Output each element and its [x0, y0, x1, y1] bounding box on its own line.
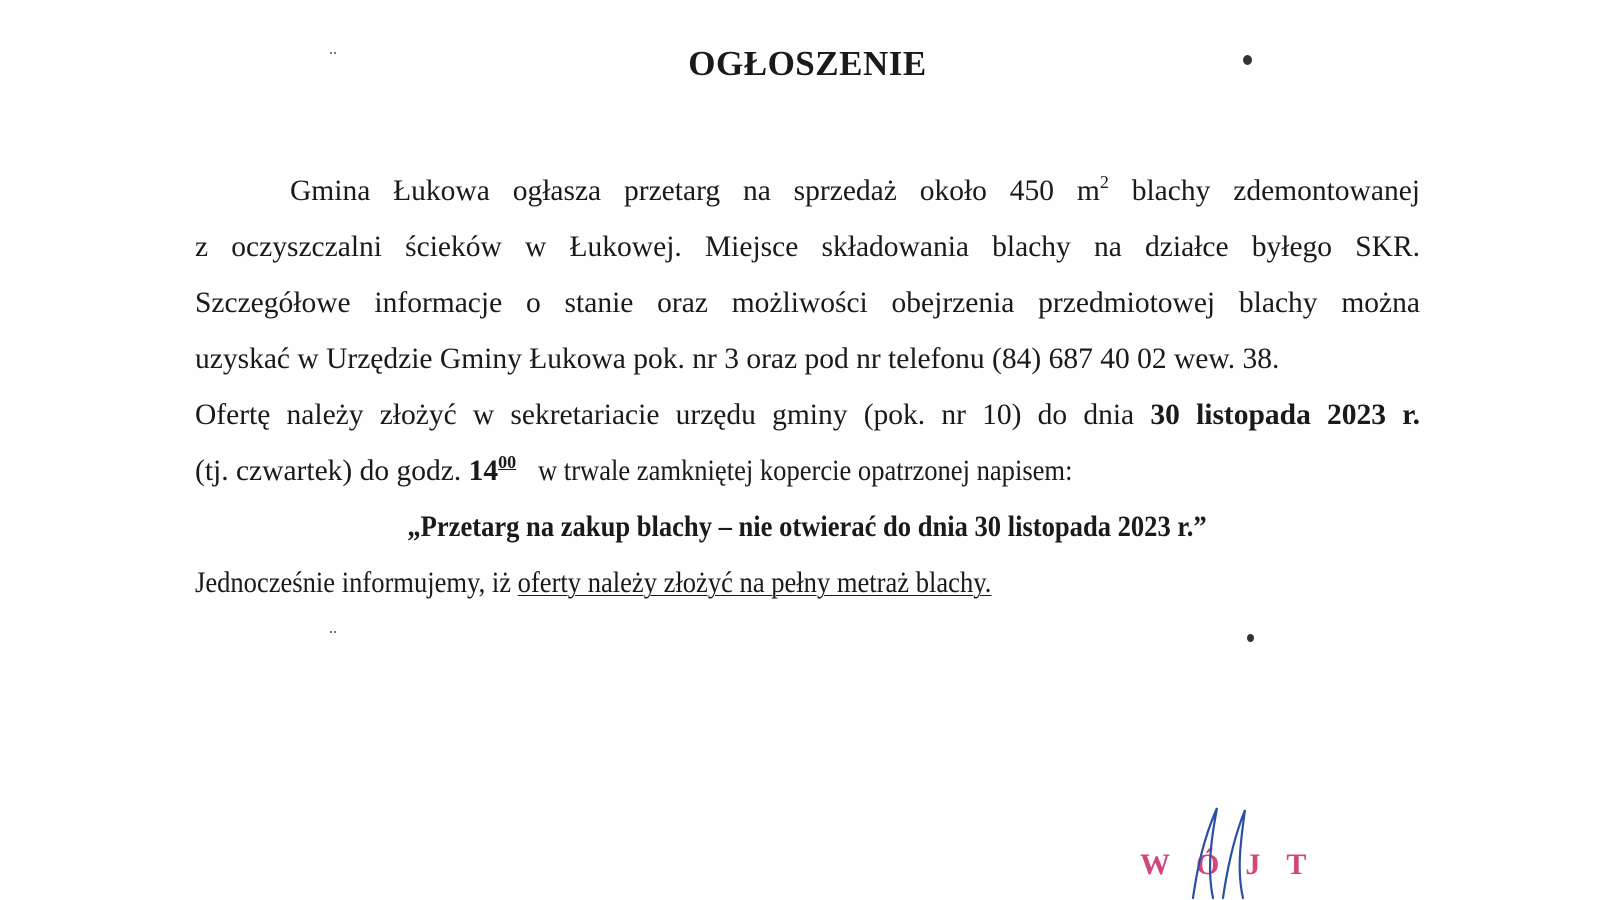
closing-text: Jednocześnie informujemy, iż: [195, 567, 518, 599]
body-line-5-text: Ofertę należy złożyć w sekretariacie urzędu gminy (pok. nr 10) do dnia: [195, 399, 1151, 431]
scan-speck: [330, 631, 332, 633]
quote-line: [195, 499, 1420, 555]
body-line-6-text: (tj. czwartek) do godz.: [195, 455, 469, 487]
body-line-5: [195, 387, 1420, 443]
signature-mark: [1145, 800, 1265, 900]
body-line-2: z oczyszczalni ścieków w Łukowej. Miejsce składowania blachy na działce byłego SKR.: [195, 231, 1420, 263]
closing-line: [195, 555, 1420, 611]
closing-wrapper: [195, 555, 991, 611]
body-line-1-end: blachy zdemontowanej: [1108, 175, 1420, 207]
official-stamp: [1125, 800, 1333, 900]
body-line-1: [195, 163, 1420, 219]
punch-mark: [1247, 634, 1254, 642]
announcement-body: [195, 163, 1420, 611]
body-line-6: [195, 443, 1420, 499]
body-line-4: uzyskać w Urzędzie Gminy Łukowa pok. nr 3 oraz pod nr telefonu (84) 687 40 02 wew. 38.: [195, 343, 1280, 375]
square-superscript: 2: [1099, 172, 1109, 192]
envelope-inscription: „Przetarg na zakup blachy – nie otwierać do dnia 30 listopada 2023 r.”: [407, 511, 1208, 543]
document-title: OGŁOSZENIE: [688, 44, 927, 83]
body-line-1-text: Gmina Łukowa ogłasza przetarg na sprzedaż około 450 m: [290, 175, 1100, 207]
body-line-3: Szczegółowe informacje o stanie oraz możliwości obejrzenia przedmiotowej blachy można: [195, 287, 1420, 319]
stamp-text: WÓJT: [1140, 848, 1333, 881]
deadline-date: 30 listopada 2023 r.: [1150, 399, 1420, 431]
closing-underlined: oferty należy złożyć na pełny metraż blachy.: [517, 567, 992, 599]
deadline-hour: 14: [468, 455, 499, 487]
body-line-6-end: w trwale zamkniętej kopercie opatrzonej napisem:: [538, 455, 1073, 487]
deadline-minutes: 00: [498, 452, 517, 472]
scan-speck: [334, 631, 336, 633]
